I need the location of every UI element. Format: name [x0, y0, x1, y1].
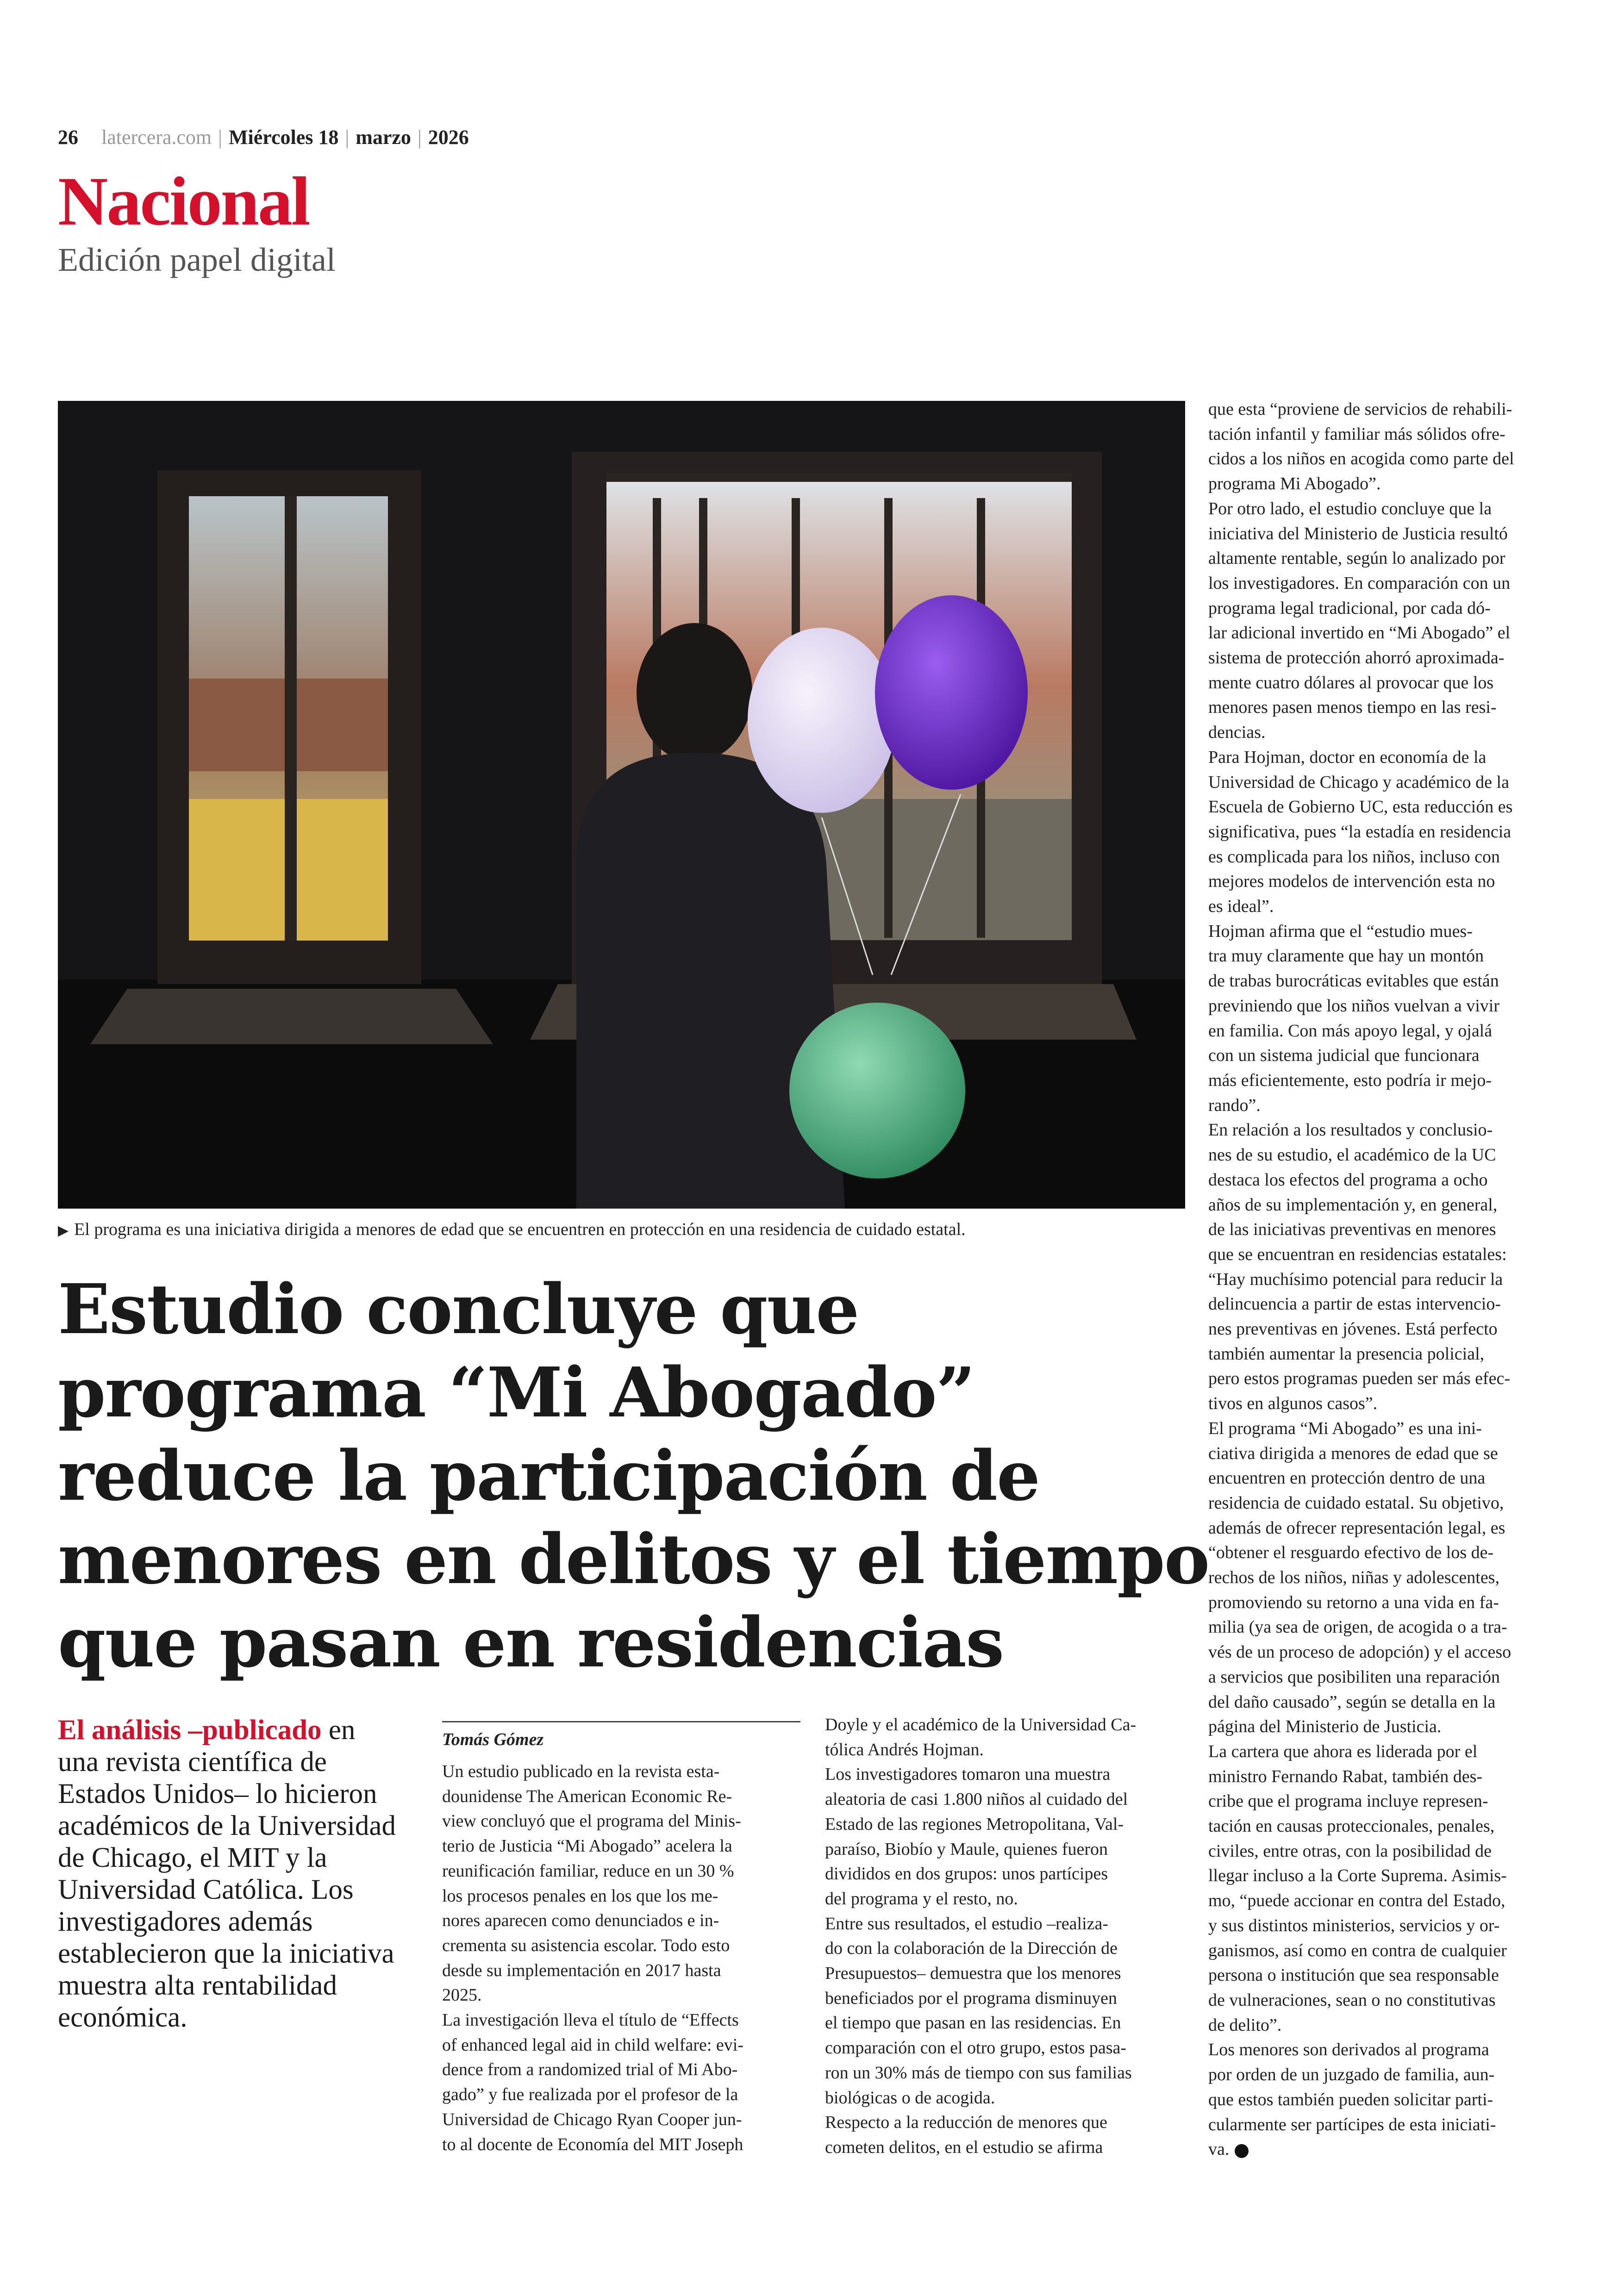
lead-line — [58, 1714, 414, 1746]
body-line: ganismos, así como en contra de cualquier — [1208, 1940, 1507, 1960]
body-line: cularmente ser partícipes de esta iniciati- — [1208, 2114, 1496, 2134]
body-line: milia (ya sea de origen, de acogida o a tra- — [1208, 1617, 1507, 1637]
site-name[interactable]: latercera.com — [101, 125, 212, 149]
body-line: tación infantil y familiar más sólidos ofre- — [1208, 424, 1505, 444]
body-line: años de su implementación y, en general, — [1208, 1195, 1498, 1215]
body-line: los procesos penales en los que los me- — [442, 1886, 718, 1906]
body-line: va. — [1208, 2137, 1569, 2162]
body-line: “Hay muchísimo potencial para reducir la — [1208, 1269, 1503, 1289]
body-line: Estado de las regiones Metropolitana, Val- — [825, 1814, 1124, 1834]
body-line: altamente rentable, según lo analizado por — [1208, 549, 1505, 568]
body-line: llegar incluso a la Corte Suprema. Asimis- — [1208, 1866, 1507, 1886]
body-line: mejores modelos de intervención esta no — [1208, 872, 1495, 892]
lead-highlight: El análisis –publicado — [58, 1715, 322, 1746]
body-line: de las iniciativas preventivas en menores — [1208, 1220, 1496, 1240]
body-line: civiles, entre otras, con la posibilidad de — [1208, 1841, 1492, 1861]
body-line: rechos de los niños, niñas y adolescentes, — [1208, 1568, 1499, 1588]
body-column-1 — [442, 1759, 800, 2157]
section-title: Nacional — [58, 163, 309, 240]
body-line: programa legal tradicional, por cada dó- — [1208, 598, 1491, 618]
body-line: cometen delitos, en el estudio se afirma — [825, 2137, 1103, 2157]
body-line: reunificación familiar, reduce en un 30 % — [442, 1861, 734, 1881]
body-line: iniciativa del Ministerio de Justicia resultó — [1208, 524, 1508, 543]
body-line: más eficientemente, esto podría ir mejo- — [1208, 1070, 1492, 1090]
lead-line: de Chicago, el MIT y la — [58, 1842, 327, 1873]
body-line: además de ofrecer representación legal, es — [1208, 1518, 1505, 1538]
body-line: con un sistema judicial que funcionara — [1208, 1046, 1480, 1066]
body-line: encuentren en protección dentro de una — [1208, 1468, 1486, 1488]
body-line: persona o institución que sea responsable — [1208, 1965, 1499, 1985]
body-line: divididos en dos grupos: unos partícipes — [825, 1864, 1108, 1884]
body-line: La cartera que ahora es liderada por el — [1208, 1741, 1478, 1761]
body-line: aleatoria de casi 1.800 niños al cuidado del — [825, 1790, 1128, 1809]
lead-line-text: en — [321, 1715, 356, 1746]
end-mark-icon — [1235, 2144, 1249, 2158]
body-line: desde su implementación en 2017 hasta — [442, 1960, 721, 1980]
date-month: marzo — [356, 125, 411, 149]
lead-line: establecieron que la iniciativa — [58, 1938, 394, 1969]
lead-line: investigadores además — [58, 1906, 313, 1937]
lead-line: una revista científica de — [58, 1746, 327, 1777]
body-line: de delito”. — [1208, 2015, 1282, 2035]
body-line: tación en causas proteccionales, penales, — [1208, 1816, 1495, 1836]
body-line: rando”. — [1208, 1095, 1261, 1115]
body-line: mente cuatro dólares al provocar que los — [1208, 673, 1494, 692]
body-line: “obtener el resguardo efectivo de los de- — [1208, 1543, 1494, 1563]
byline-author: Tomás Gómez — [442, 1730, 544, 1749]
body-line: Hojman afirma que el “estudio mues- — [1208, 921, 1473, 941]
body-column-3 — [1208, 397, 1569, 2162]
folio-separator: | — [417, 125, 422, 149]
body-line: mo, “puede accionar en contra del Estado, — [1208, 1891, 1505, 1911]
lead-line: Estados Unidos– lo hicieron — [58, 1778, 377, 1809]
headline-line: menores en delitos y el tiempo — [58, 1519, 1209, 1599]
body-line: gado” y fue realizada por el profesor de la — [442, 2085, 738, 2105]
lead-line: económica. — [58, 2002, 187, 2033]
body-line: El programa “Mi Abogado” es una ini- — [1208, 1418, 1482, 1438]
body-line: ministro Fernando Rabat, también des- — [1208, 1766, 1483, 1786]
headline-line: programa “Mi Abogado” — [58, 1352, 974, 1433]
photo-children-window-balloons-icon — [58, 401, 1185, 1209]
body-line: delincuencia a partir de estas intervencio- — [1208, 1294, 1501, 1314]
body-line: menores pasen menos tiempo en las resi- — [1208, 698, 1497, 717]
body-line: tivos en algunos casos”. — [1208, 1394, 1378, 1414]
body-line: que esta “proviene de servicios de rehabili- — [1208, 399, 1512, 419]
body-line: a servicios que posibiliten una reparación — [1208, 1667, 1500, 1687]
body-line: terio de Justicia “Mi Abogado” acelera la — [442, 1836, 732, 1856]
caption-arrow-icon: ▶ — [58, 1223, 69, 1238]
body-column-2 — [825, 1713, 1186, 2160]
body-line: tra muy claramente que hay un montón — [1208, 946, 1484, 966]
headline-line: reduce la participación de — [58, 1435, 1040, 1516]
body-line: programa Mi Abogado”. — [1208, 474, 1381, 494]
body-line: Por otro lado, el estudio concluye que la — [1208, 499, 1492, 518]
body-line: también aumentar la presencia policial, — [1208, 1344, 1485, 1364]
body-line: La investigación lleva el título de “Effects — [442, 2010, 739, 2030]
body-line: el tiempo que pasan en las residencias. En — [825, 2013, 1121, 2033]
headline-line: Estudio concluye que — [58, 1269, 859, 1349]
headline-line: que pasan en residencias — [58, 1602, 1004, 1683]
lead-photo — [58, 401, 1185, 1209]
body-line: pero estos programas pueden ser más efec- — [1208, 1369, 1511, 1389]
body-line: tólica Andrés Hojman. — [825, 1740, 984, 1759]
body-line: comparación con el otro grupo, estos pasa- — [825, 2038, 1127, 2058]
body-line: Un estudio publicado en la revista esta- — [442, 1762, 720, 1781]
lead-paragraph — [58, 1714, 414, 2033]
body-line: Presupuestos– demuestra que los menores — [825, 1964, 1121, 1983]
folio — [58, 124, 469, 150]
body-line: significativa, pues “la estadía en residencia — [1208, 822, 1512, 842]
body-line: es complicada para los niños, incluso con — [1208, 847, 1500, 867]
body-line: Doyle y el académico de la Universidad Ca- — [825, 1715, 1137, 1734]
folio-separator: | — [218, 125, 222, 149]
body-line: Universidad de Chicago Ryan Cooper jun- — [442, 2109, 742, 2129]
page-number: 26 — [58, 125, 78, 149]
lead-line: Universidad Católica. Los — [58, 1874, 354, 1905]
body-line: página del Ministerio de Justicia. — [1208, 1717, 1442, 1737]
photo-caption — [58, 1216, 1185, 1244]
body-line: nes de su estudio, el académico de la UC — [1208, 1145, 1496, 1165]
body-line: del daño causado”, según se detalla en la — [1208, 1692, 1496, 1712]
body-line: nores aparecen como denunciados e in- — [442, 1911, 719, 1931]
folio-separator: | — [345, 125, 350, 149]
body-line: previniendo que los niños vuelvan a vivir — [1208, 996, 1499, 1016]
body-line: Los investigadores tomaron una muestra — [825, 1765, 1111, 1784]
body-line: los investigadores. En comparación con un — [1208, 573, 1511, 593]
caption-text: El programa es una iniciativa dirigida a menores de edad que se encuentren en protección en una residencia de cuidado estatal. — [74, 1220, 966, 1239]
body-line: vés de un proceso de adopción) y el acceso — [1208, 1642, 1512, 1662]
body-line: del programa y el resto, no. — [825, 1889, 1018, 1908]
body-line: y sus distintos ministerios, servicios y or- — [1208, 1915, 1500, 1935]
body-line: paraíso, Biobío y Maule, quienes fueron — [825, 1839, 1108, 1859]
body-line: view concluyó que el programa del Minis- — [442, 1811, 741, 1831]
body-line: Los menores son derivados al programa — [1208, 2040, 1489, 2060]
body-line: promoviendo su retorno a una vida en fa- — [1208, 1592, 1499, 1612]
lead-line: muestra alta rentabilidad — [58, 1970, 337, 2001]
body-line: Universidad de Chicago y académico de la — [1208, 772, 1509, 792]
body-line: nes preventivas en jóvenes. Está perfecto — [1208, 1319, 1498, 1339]
date-weekday: Miércoles 18 — [228, 125, 339, 149]
body-line: dence from a randomized trial of Mi Abo- — [442, 2060, 738, 2080]
body-line: Escuela de Gobierno UC, esta reducción es — [1208, 797, 1513, 817]
body-line: do con la colaboración de la Dirección de — [825, 1939, 1118, 1958]
body-line: residencia de cuidado estatal. Su objetivo, — [1208, 1493, 1504, 1513]
body-line: of enhanced legal aid in child welfare: evi- — [442, 2035, 743, 2055]
body-line: 2025. — [442, 1985, 482, 2005]
body-line: Entre sus resultados, el estudio –realiza- — [825, 1914, 1109, 1933]
byline-divider — [442, 1721, 800, 1722]
body-line: sistema de protección ahorró aproximada- — [1208, 648, 1505, 668]
body-line: destaca los efectos del programa a ocho — [1208, 1170, 1488, 1190]
body-line: biológicas o de acogida. — [825, 2088, 995, 2108]
body-line: Respecto a la reducción de menores que — [825, 2113, 1107, 2133]
body-line: dencias. — [1208, 723, 1266, 742]
body-line: to al docente de Economía del MIT Joseph — [442, 2134, 743, 2154]
body-line: beneficiados por el programa disminuyen — [825, 1988, 1118, 2008]
body-line: en familia. Con más apoyo legal, y ojalá — [1208, 1021, 1493, 1041]
lead-line: académicos de la Universidad — [58, 1810, 396, 1841]
body-line: cribe que el programa incluye represen- — [1208, 1791, 1488, 1811]
body-line: por orden de un juzgado de familia, aun- — [1208, 2065, 1495, 2085]
headline — [58, 1267, 1209, 1684]
body-line: es ideal”. — [1208, 897, 1274, 917]
body-line: Para Hojman, doctor en economía de la — [1208, 747, 1487, 767]
body-line: crementa su asistencia escolar. Todo esto — [442, 1935, 730, 1955]
body-line: ciativa dirigida a menores de edad que se — [1208, 1443, 1498, 1463]
body-line: que se encuentran en residencias estatales: — [1208, 1244, 1507, 1264]
body-line: ron un 30% más de tiempo con sus familias — [825, 2063, 1132, 2083]
body-line: de vulneraciones, sean o no constitutivas — [1208, 1990, 1496, 2010]
body-line: de trabas burocráticas evitables que están — [1208, 971, 1499, 991]
body-line: En relación a los resultados y conclusio- — [1208, 1120, 1493, 1140]
edition-label: Edición papel digital — [58, 241, 336, 278]
body-line: cidos a los niños en acogida como parte del — [1208, 449, 1514, 469]
body-line: lar adicional invertido en “Mi Abogado” el — [1208, 623, 1511, 643]
date-year: 2026 — [428, 125, 469, 149]
body-line: que estos también pueden solicitar parti- — [1208, 2089, 1493, 2109]
body-line: dounidense The American Economic Re- — [442, 1786, 732, 1806]
